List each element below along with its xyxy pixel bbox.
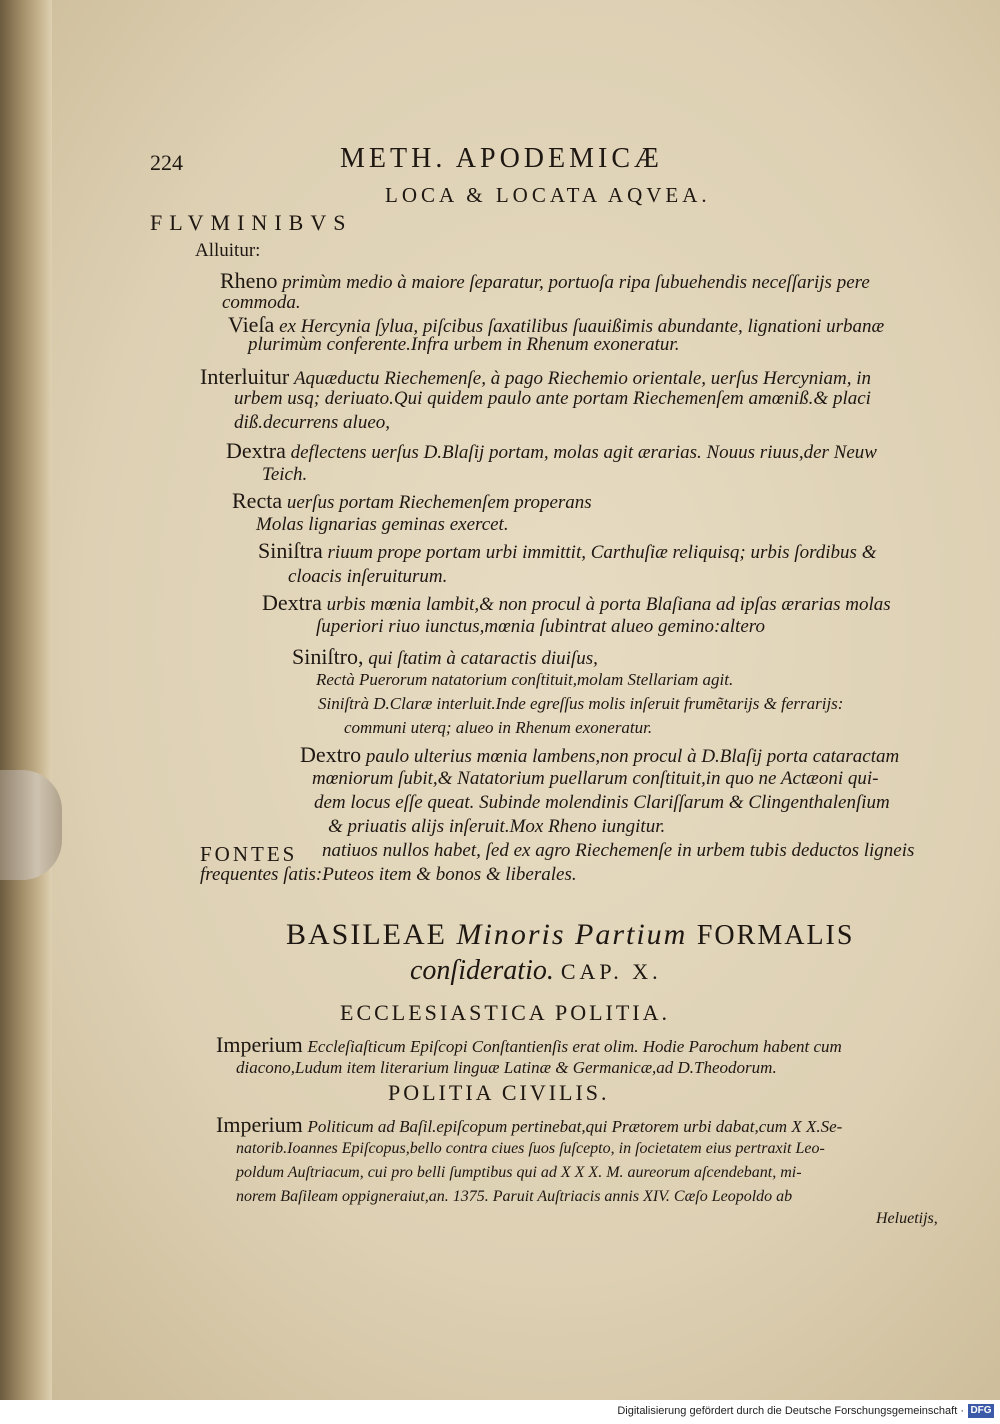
line-20: Dextro paulo ulterius mœnia lambens,non procul à D.Blaſij porta cataractam (300, 742, 900, 767)
civilis-line-3: poldum Auſtriacum, cui pro belli ſumptibus qui ad X X X. M. aureorum aſcendebant, mi- (236, 1164, 802, 1181)
line-2: commoda. (222, 292, 301, 313)
line-13: cloacis inſeruiturum. (288, 566, 448, 587)
running-head: METH. APODEMICÆ (340, 143, 663, 174)
ecclesiastica-line-1: Imperium Eccleſiaſticum Epiſcopi Conſtantienſis erat olim. Hodie Parochum habent cum (216, 1032, 842, 1057)
chapter-title-line-1: BASILEAE Minoris Partium FORMALIS (286, 918, 855, 951)
civilis-line-2: natorib.Ioannes Epiſcopus,bello contra ciues ſuos ſuſcepto, in ſocietatem eius pertraxit Leo- (236, 1140, 825, 1157)
line-1: Rheno primùm medio à maiore ſeparatur, portuoſa ripa ſubuehendis neceſſarijs pere (220, 268, 870, 293)
line-16: Siniſtro, qui ſtatim à cataractis diuiſus, (292, 644, 598, 669)
line-8: Dextra deflectens uerſus D.Blaſij portam, molas agit ærarias. Nouus riuus,der Neuw (226, 438, 877, 463)
line-23: & priuatis alijs inſeruit.Mox Rheno iungitur. (328, 816, 666, 837)
line-12: Siniſtra riuum prope portam urbi immittit, Carthuſiæ reliquisq; urbis ſordibus & (258, 538, 877, 563)
line-11: Molas lignarias geminas exercet. (256, 514, 509, 535)
line-19: communi uterq; alueo in Rhenum exoneratur. (344, 718, 653, 737)
line-7: diß.decurrens alueo, (234, 412, 391, 433)
dfg-logo: DFG (968, 1404, 994, 1418)
ecclesiastica-heading: ECCLESIASTICA POLITIA. (340, 1000, 670, 1025)
page-number: 224 (150, 150, 183, 175)
section-heading: LOCA & LOCATA AQVEA. (385, 183, 711, 207)
fontes-label: FONTES (200, 842, 298, 866)
footer-credit: Digitalisierung gefördert durch die Deutsche Forschungsgemeinschaft · (617, 1405, 964, 1417)
footer-bar (0, 1400, 1000, 1424)
book-fore-edge (0, 0, 52, 1400)
page-clip (0, 770, 62, 880)
line-18: Siniſtrà D.Claræ interluit.Inde egreſſus molis inſeruit frumẽtarijs & ferrarijs: (318, 694, 844, 713)
catchword: Heluetijs, (876, 1210, 938, 1227)
civilis-heading: POLITIA CIVILIS. (388, 1080, 610, 1105)
line-22: dem locus eſſe queat. Subinde molendinis Clariſſarum & Clingenthalenſium (314, 792, 890, 813)
fontes-line-2: frequentes ſatis:Puteos item & bonos & liberales. (200, 864, 577, 885)
line-3: Vieſa ex Hercynia ſylua, piſcibus ſaxatilibus ſuauißimis abundante, lignationi urbanæ (228, 312, 885, 337)
line-10: Recta uerſus portam Riechemenſem properans (232, 488, 592, 513)
line-17: Rectà Puerorum natatorium conſtituit,molam Stellariam agit. (316, 670, 734, 689)
line-4: plurimùm conferente.Infra urbem in Rhenum exoneratur. (248, 334, 680, 355)
line-15: ſuperiori riuo iunctus,mœnia ſubintrat alueo gemino:altero (316, 616, 765, 637)
line-14: Dextra urbis mœnia lambit,& non procul à porta Blaſiana ad ipſas ærarias molas (262, 590, 891, 615)
line-21: mœniorum ſubit,& Natatorium puellarum conſtituit,in quo ne Actæoni qui- (312, 768, 879, 789)
fontes-line-1: natiuos nullos habet, ſed ex agro Riechemenſe in urbem tubis deductos ligneis (322, 840, 915, 861)
chapter-title-line-2: conſideratio. CAP. X. (410, 955, 662, 986)
alluitur-label: Alluitur: (195, 240, 261, 261)
ecclesiastica-line-2: diacono,Ludum item literarium linguæ Latinæ & Germanicæ,ad D.Theodorum. (236, 1058, 777, 1077)
civilis-line-1: Imperium Politicum ad Baſil.epiſcopum pertinebat,qui Prætorem urbi dabat,cum X X.Se- (216, 1112, 843, 1137)
line-9: Teich. (262, 464, 308, 485)
civilis-line-4: norem Baſileam oppigneraiut,an. 1375. Paruit Auſtriacis annis XIV. Cæſo Leopoldo ab (236, 1188, 793, 1205)
line-5: Interluitur Aquæductu Riechemenſe, à pago Riechemio orientale, uerſus Hercyniam, in (200, 364, 872, 389)
line-lead: Rheno (220, 268, 278, 293)
line-6: urbem usq; deriuato.Qui quidem paulo ante portam Riechemenſem amœniß.& placi (234, 388, 871, 409)
fluminibus-label: FLVMINIBVS (150, 210, 353, 235)
